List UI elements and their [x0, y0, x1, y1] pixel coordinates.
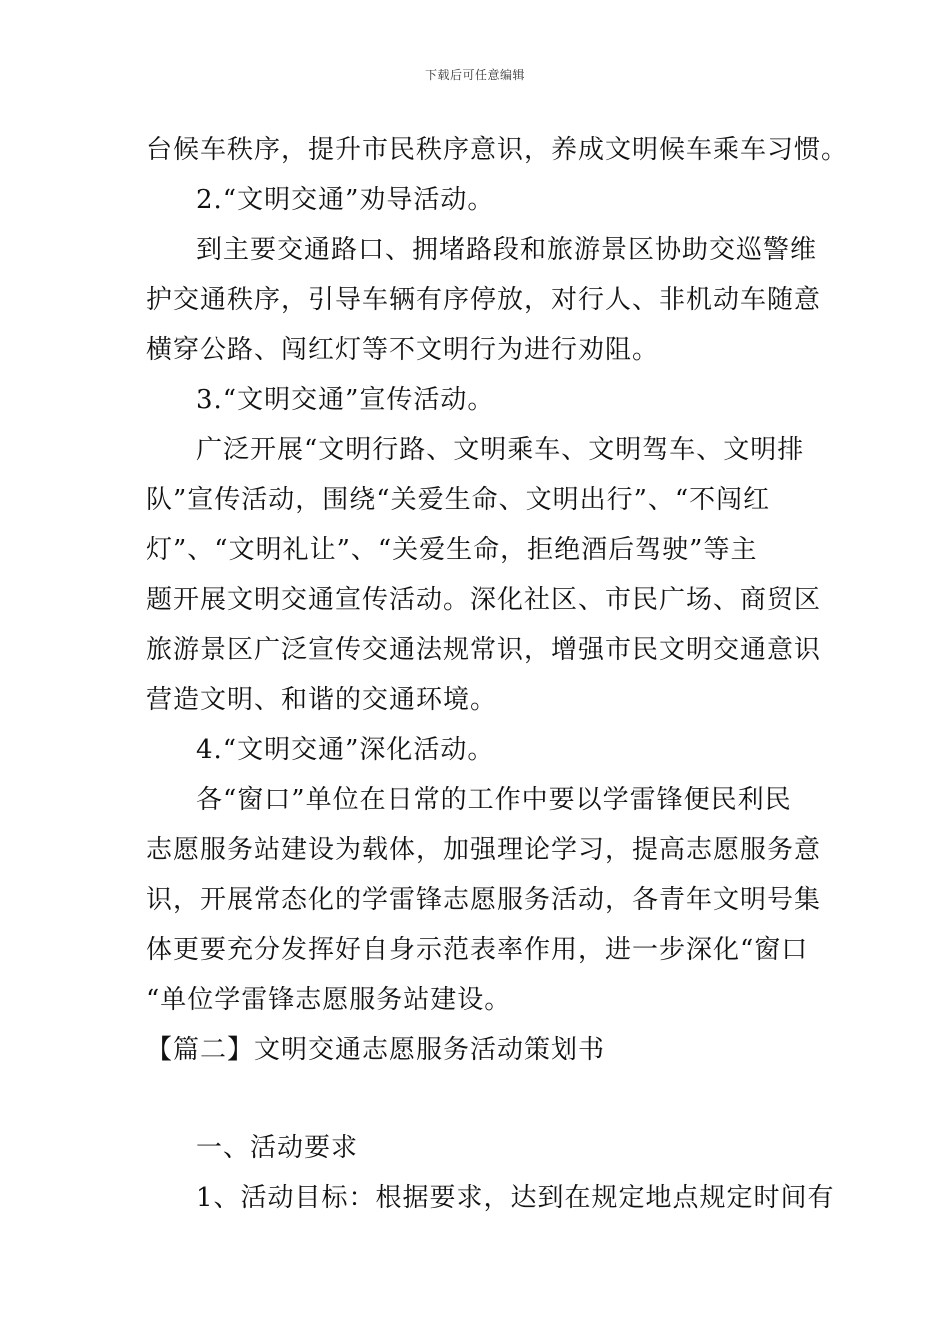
paragraph-line: 体更要充分发挥好自身示范表率作用，进一步深化“窗口 [146, 935, 809, 965]
chapter-title: 【篇二】文明交通志愿服务活动策划书 [146, 1035, 606, 1065]
paragraph-line: 旅游景区广泛宣传交通法规常识，增强市民文明交通意识 [146, 635, 822, 665]
section-heading: 4.“文明交通”深化活动。 [196, 735, 495, 765]
paragraph-line: 营造文明、和谐的交通环境。 [146, 685, 498, 715]
paragraph-line: 题开展文明交通宣传活动。深化社区、市民广场、商贸区 [146, 585, 822, 615]
page-header: 下载后可任意编辑 [424, 68, 525, 82]
section-heading: 一、活动要求 [196, 1133, 359, 1163]
paragraph-line: “单位学雷锋志愿服务站建设。 [146, 985, 512, 1015]
paragraph-line: 1、活动目标：根据要求，达到在规定地点规定时间有 [196, 1183, 835, 1213]
paragraph-line: 台候车秩序，提升市民秩序意识，养成文明候车乘车习惯。 [146, 135, 849, 165]
paragraph-line: 识，开展常态化的学雷锋志愿服务活动，各青年文明号集 [146, 885, 822, 915]
paragraph-line: 队”宣传活动，围绕“关爱生命、文明出行”、“不闯红 [146, 485, 771, 515]
paragraph-line: 护交通秩序，引导车辆有序停放，对行人、非机动车随意 [146, 285, 822, 315]
section-heading: 2.“文明交通”劝导活动。 [196, 185, 495, 215]
section-heading: 3.“文明交通”宣传活动。 [196, 385, 495, 415]
paragraph-line: 到主要交通路口、拥堵路段和旅游景区协助交巡警维 [196, 235, 818, 265]
paragraph-line: 志愿服务站建设为载体，加强理论学习，提高志愿服务意 [146, 835, 822, 865]
paragraph-line: 广泛开展“文明行路、文明乘车、文明驾车、文明排 [196, 435, 805, 465]
paragraph-line: 灯”、“文明礼让”、“关爱生命，拒绝酒后驾驶”等主 [146, 535, 758, 565]
paragraph-line: 横穿公路、闯红灯等不文明行为进行劝阻。 [146, 335, 660, 365]
paragraph-line: 各“窗口”单位在日常的工作中要以学雷锋便民利民 [196, 785, 792, 815]
